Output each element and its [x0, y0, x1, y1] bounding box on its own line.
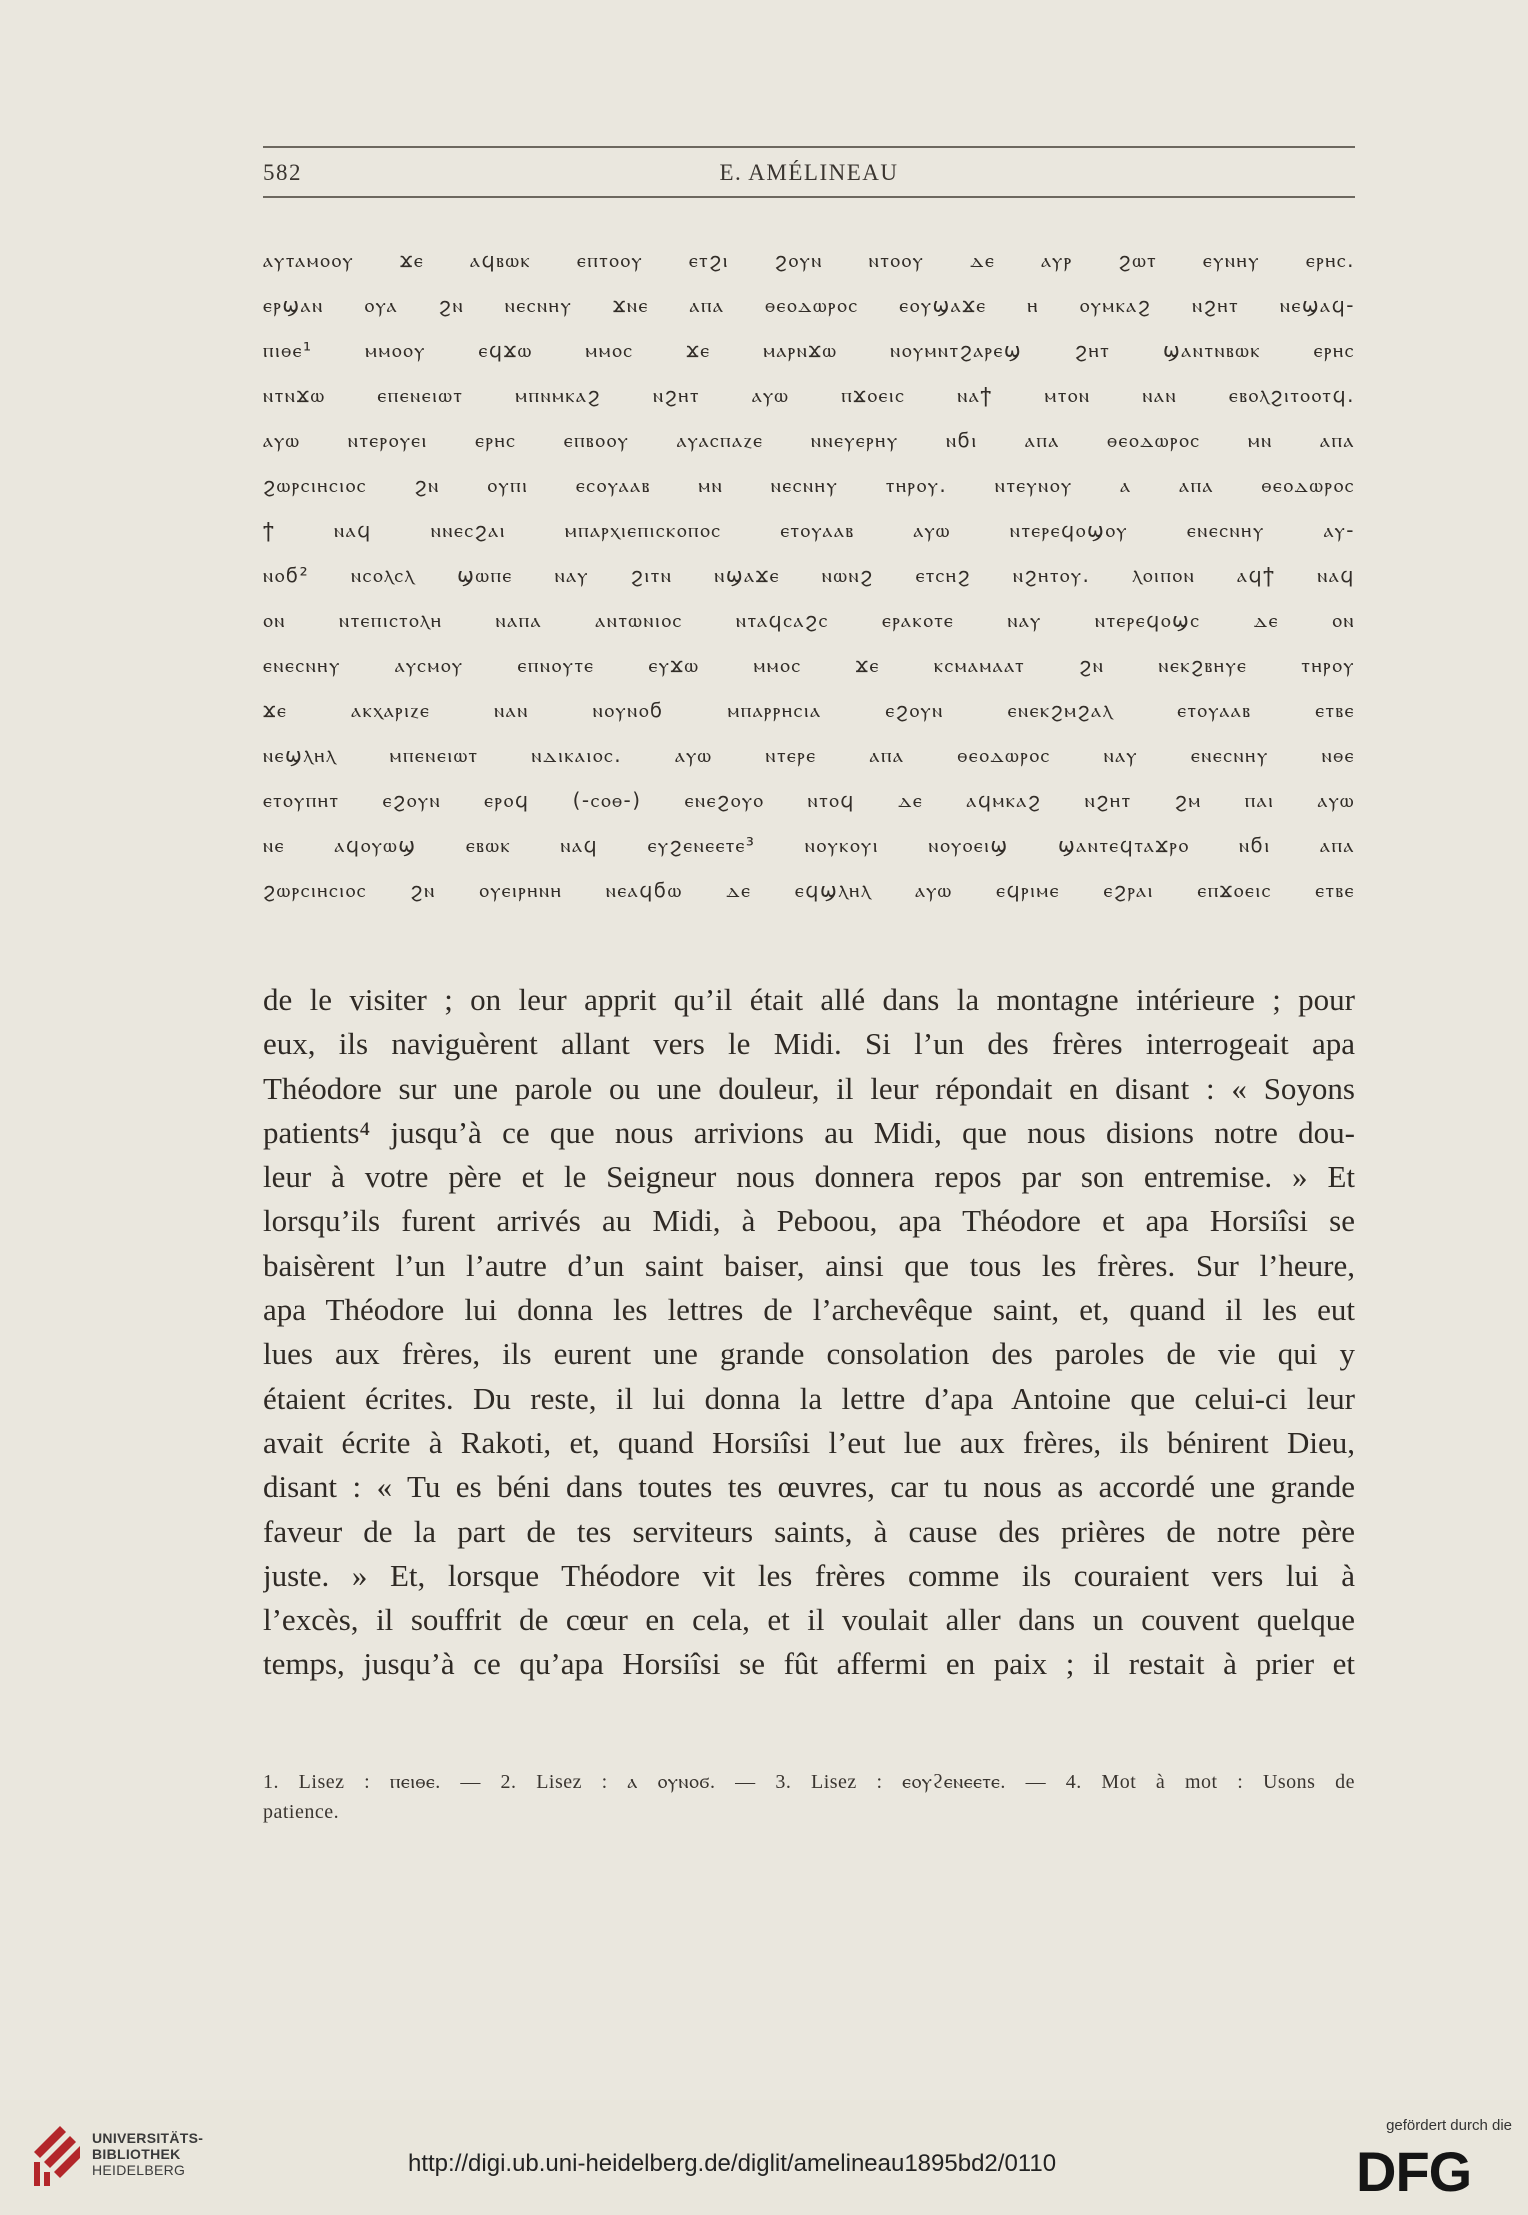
- library-name-line: HEIDELBERG: [92, 2162, 186, 2178]
- footnote-line: patience.: [263, 1801, 340, 1823]
- page-number: 582: [263, 160, 302, 185]
- coptic-line: ⲟⲛ ⲛⲧⲉⲡⲓⲥⲧⲟⲗⲏ ⲛⲁⲡⲁ ⲁⲛⲧⲱⲛⲓⲟⲥ ⲛⲧⲁϥⲥⲁϩⲥ ⲉⲣⲁⲕⲟⲧⲉ ⲛⲁⲩ ⲛⲧⲉⲣⲉϥⲟϣⲥ ⲇⲉ ⲟⲛ: [263, 608, 1355, 632]
- university-library-name[interactable]: [92, 2130, 203, 2178]
- running-head: [263, 160, 1355, 190]
- french-line: leur à votre père et le Seigneur nous donnera repos par son entremise. » Et: [263, 1159, 1355, 1195]
- coptic-line: ϩⲱⲣⲥⲓⲏⲥⲓⲟⲥ ϩⲛ ⲟⲩⲉⲓⲣⲏⲛⲏ ⲛⲉⲁϥϭⲱ ⲇⲉ ⲉϥϣⲗⲏⲗ ⲁⲩⲱ ⲉϥⲣⲓⲙⲉ ⲉϩⲣⲁⲓ ⲉⲡϫⲟⲉⲓⲥ ⲉⲧⲃⲉ: [263, 878, 1355, 902]
- coptic-line: ⲉⲣϣⲁⲛ ⲟⲩⲁ ϩⲛ ⲛⲉⲥⲛⲏⲩ ϫⲛⲉ ⲁⲡⲁ ⲑⲉⲟⲇⲱⲣⲟⲥ ⲉⲟⲩϣⲁϫⲉ ⲏ ⲟⲩⲙⲕⲁϩ ⲛϩⲏⲧ ⲛⲉϣⲁϥ-: [263, 293, 1355, 317]
- header-bottom-rule: [263, 196, 1355, 198]
- funder-label: gefördert durch die: [1386, 2117, 1512, 2134]
- french-line: baisèrent l’un l’autre d’un saint baiser, ainsi que tous les frères. Sur l’heure,: [263, 1247, 1355, 1283]
- french-line: disant : « Tu es béni dans toutes tes œuvres, car tu nous as accordé une grande: [263, 1469, 1355, 1505]
- university-library-logo-icon[interactable]: [30, 2122, 84, 2188]
- french-line: temps, jusqu’à ce qu’apa Horsiîsi se fût affermi en paix ; il restait à prier et: [263, 1646, 1355, 1682]
- coptic-line: ⲉⲧⲟⲩⲡⲏⲧ ⲉϩⲟⲩⲛ ⲉⲣⲟϥ (-ⲥⲟⲑ-) ⲉⲛⲉϩⲟⲩⲟ ⲛⲧⲟϥ ⲇⲉ ⲁϥⲙⲕⲁϩ ⲛϩⲏⲧ ϩⲙ ⲡⲁⲓ ⲁⲩⲱ: [263, 788, 1355, 812]
- french-line: avait écrite à Rakoti, et, quand Horsiîsi l’eut lue aux frères, ils bénirent Dieu,: [263, 1424, 1355, 1460]
- permalink-url[interactable]: http://digi.ub.uni-heidelberg.de/diglit/amelineau1895bd2/0110: [408, 2150, 1057, 2177]
- coptic-line: ⲁⲩⲱ ⲛⲧⲉⲣⲟⲩⲉⲓ ⲉⲣⲏⲥ ⲉⲡⲃⲟⲟⲩ ⲁⲩⲁⲥⲡⲁⲍⲉ ⲛⲛⲉⲩⲉⲣⲏⲩ ⲛϭⲓ ⲁⲡⲁ ⲑⲉⲟⲇⲱⲣⲟⲥ ⲙⲛ ⲁⲡⲁ: [263, 428, 1355, 452]
- french-line: de le visiter ; on leur apprit qu’il était allé dans la montagne intérieure ; pour: [263, 982, 1355, 1017]
- french-line: lorsqu’ils furent arrivés au Midi, à Peboou, apa Théodore et apa Horsiîsi se: [263, 1203, 1355, 1239]
- library-name-line: UNIVERSITÄTS-: [92, 2130, 204, 2146]
- french-line: eux, ils naviguèrent allant vers le Midi. Si l’un des frères interrogeait apa: [263, 1026, 1355, 1062]
- coptic-line: ⲛⲟϭ² ⲛⲥⲟⲗⲥⲗ ϣⲱⲡⲉ ⲛⲁⲩ ϩⲓⲧⲛ ⲛϣⲁϫⲉ ⲛⲱⲛϩ ⲉⲧⲥⲏϩ ⲛϩⲏⲧⲟⲩ. ⲗⲟⲓⲡⲟⲛ ⲁϥϯ ⲛⲁϥ: [263, 563, 1355, 587]
- coptic-line: ⲡⲓⲑⲉ¹ ⲙⲙⲟⲟⲩ ⲉϥϫⲱ ⲙⲙⲟⲥ ϫⲉ ⲙⲁⲣⲛϫⲱ ⲛⲟⲩⲙⲛⲧϩⲁⲣⲉϣ ϩⲏⲧ ϣⲁⲛⲧⲛⲃⲱⲕ ⲉⲣⲏⲥ: [263, 338, 1355, 362]
- footnotes: [263, 1767, 1355, 1827]
- header-top-rule: [263, 146, 1355, 148]
- french-line: lues aux frères, ils eurent une grande consolation des paroles de vie qui y: [263, 1336, 1355, 1372]
- dfg-logo[interactable]: DFG: [1356, 2140, 1472, 2203]
- french-line: apa Théodore lui donna les lettres de l’archevêque saint, et, quand il les eut: [263, 1292, 1355, 1328]
- library-name-line: BIBLIOTHEK: [92, 2146, 181, 2162]
- footnote-line: 1. Lisez : ⲡⲉⲓⲑⲉ. — 2. Lisez : ⲁ ⲟⲩⲛⲟϭ. — 3. Lisez : ⲉⲟⲩϩⲉⲛⲉⲉⲧⲉ. — 4. Mot à mot : Usons de: [263, 1771, 1355, 1793]
- french-line: juste. » Et, lorsque Théodore vit les frères comme ils couraient vers lui à: [263, 1557, 1355, 1593]
- french-line: l’excès, il souffrit de cœur en cela, et il voulait aller dans un couvent quelque: [263, 1602, 1355, 1638]
- running-title: E. AMÉLINEAU: [719, 160, 899, 185]
- coptic-line: ⲛⲉ ⲁϥⲟⲩⲱϣ ⲉⲃⲱⲕ ⲛⲁϥ ⲉⲩϩⲉⲛⲉⲉⲧⲉ³ ⲛⲟⲩⲕⲟⲩⲓ ⲛⲟⲩⲟⲉⲓϣ ϣⲁⲛⲧⲉϥⲧⲁϫⲣⲟ ⲛϭⲓ ⲁⲡⲁ: [263, 833, 1355, 857]
- coptic-line: ⲉⲛⲉⲥⲛⲏⲩ ⲁⲩⲥⲙⲟⲩ ⲉⲡⲛⲟⲩⲧⲉ ⲉⲩϫⲱ ⲙⲙⲟⲥ ϫⲉ ⲕⲥⲙⲁⲙⲁⲁⲧ ϩⲛ ⲛⲉⲕϩⲃⲏⲩⲉ ⲧⲏⲣⲟⲩ: [263, 653, 1355, 677]
- french-line: Théodore sur une parole ou une douleur, il leur répondait en disant : « Soyons: [263, 1070, 1355, 1106]
- coptic-line: ϫⲉ ⲁⲕⲭⲁⲣⲓⲍⲉ ⲛⲁⲛ ⲛⲟⲩⲛⲟϭ ⲙⲡⲁⲣⲣⲏⲥⲓⲁ ⲉϩⲟⲩⲛ ⲉⲛⲉⲕϩⲙϩⲁⲗ ⲉⲧⲟⲩⲁⲁⲃ ⲉⲧⲃⲉ: [263, 698, 1355, 722]
- coptic-line: ⲛⲉϣⲗⲏⲗ ⲙⲡⲉⲛⲉⲓⲱⲧ ⲛⲇⲓⲕⲁⲓⲟⲥ. ⲁⲩⲱ ⲛⲧⲉⲣⲉ ⲁⲡⲁ ⲑⲉⲟⲇⲱⲣⲟⲥ ⲛⲁⲩ ⲉⲛⲉⲥⲛⲏⲩ ⲛⲑⲉ: [263, 743, 1355, 767]
- french-translation-block: [263, 978, 1355, 1687]
- coptic-line: ϩⲱⲣⲥⲓⲏⲥⲓⲟⲥ ϩⲛ ⲟⲩⲡⲓ ⲉⲥⲟⲩⲁⲁⲃ ⲙⲛ ⲛⲉⲥⲛⲏⲩ ⲧⲏⲣⲟⲩ. ⲛⲧⲉⲩⲛⲟⲩ ⲁ ⲁⲡⲁ ⲑⲉⲟⲇⲱⲣⲟⲥ: [263, 473, 1355, 497]
- coptic-line: ⲛⲧⲛϫⲱ ⲉⲡⲉⲛⲉⲓⲱⲧ ⲙⲡⲛⲙⲕⲁϩ ⲛϩⲏⲧ ⲁⲩⲱ ⲡϫⲟⲉⲓⲥ ⲛⲁϯ ⲙⲧⲟⲛ ⲛⲁⲛ ⲉⲃⲟⲗϩⲓⲧⲟⲟⲧϥ.: [263, 383, 1355, 407]
- french-line: étaient écrites. Du reste, il lui donna la lettre d’apa Antoine que celui-ci leur: [263, 1380, 1355, 1416]
- french-line: faveur de la part de tes serviteurs saints, à cause des prières de notre père: [263, 1513, 1355, 1549]
- coptic-text-block: [263, 238, 1355, 913]
- french-line: patients⁴ jusqu’à ce que nous arrivions au Midi, que nous disions notre dou-: [263, 1114, 1355, 1150]
- coptic-line: ϯ ⲛⲁϥ ⲛⲛⲉⲥϩⲁⲓ ⲙⲡⲁⲣⲭⲓⲉⲡⲓⲥⲕⲟⲡⲟⲥ ⲉⲧⲟⲩⲁⲁⲃ ⲁⲩⲱ ⲛⲧⲉⲣⲉϥⲟϣⲟⲩ ⲉⲛⲉⲥⲛⲏⲩ ⲁⲩ-: [263, 518, 1355, 542]
- coptic-line: ⲁⲩⲧⲁⲙⲟⲟⲩ ϫⲉ ⲁϥⲃⲱⲕ ⲉⲡⲧⲟⲟⲩ ⲉⲧϩⲓ ϩⲟⲩⲛ ⲛⲧⲟⲟⲩ ⲇⲉ ⲁⲩⲣ ϩⲱⲧ ⲉⲩⲛⲏⲩ ⲉⲣⲏⲥ.: [263, 248, 1355, 272]
